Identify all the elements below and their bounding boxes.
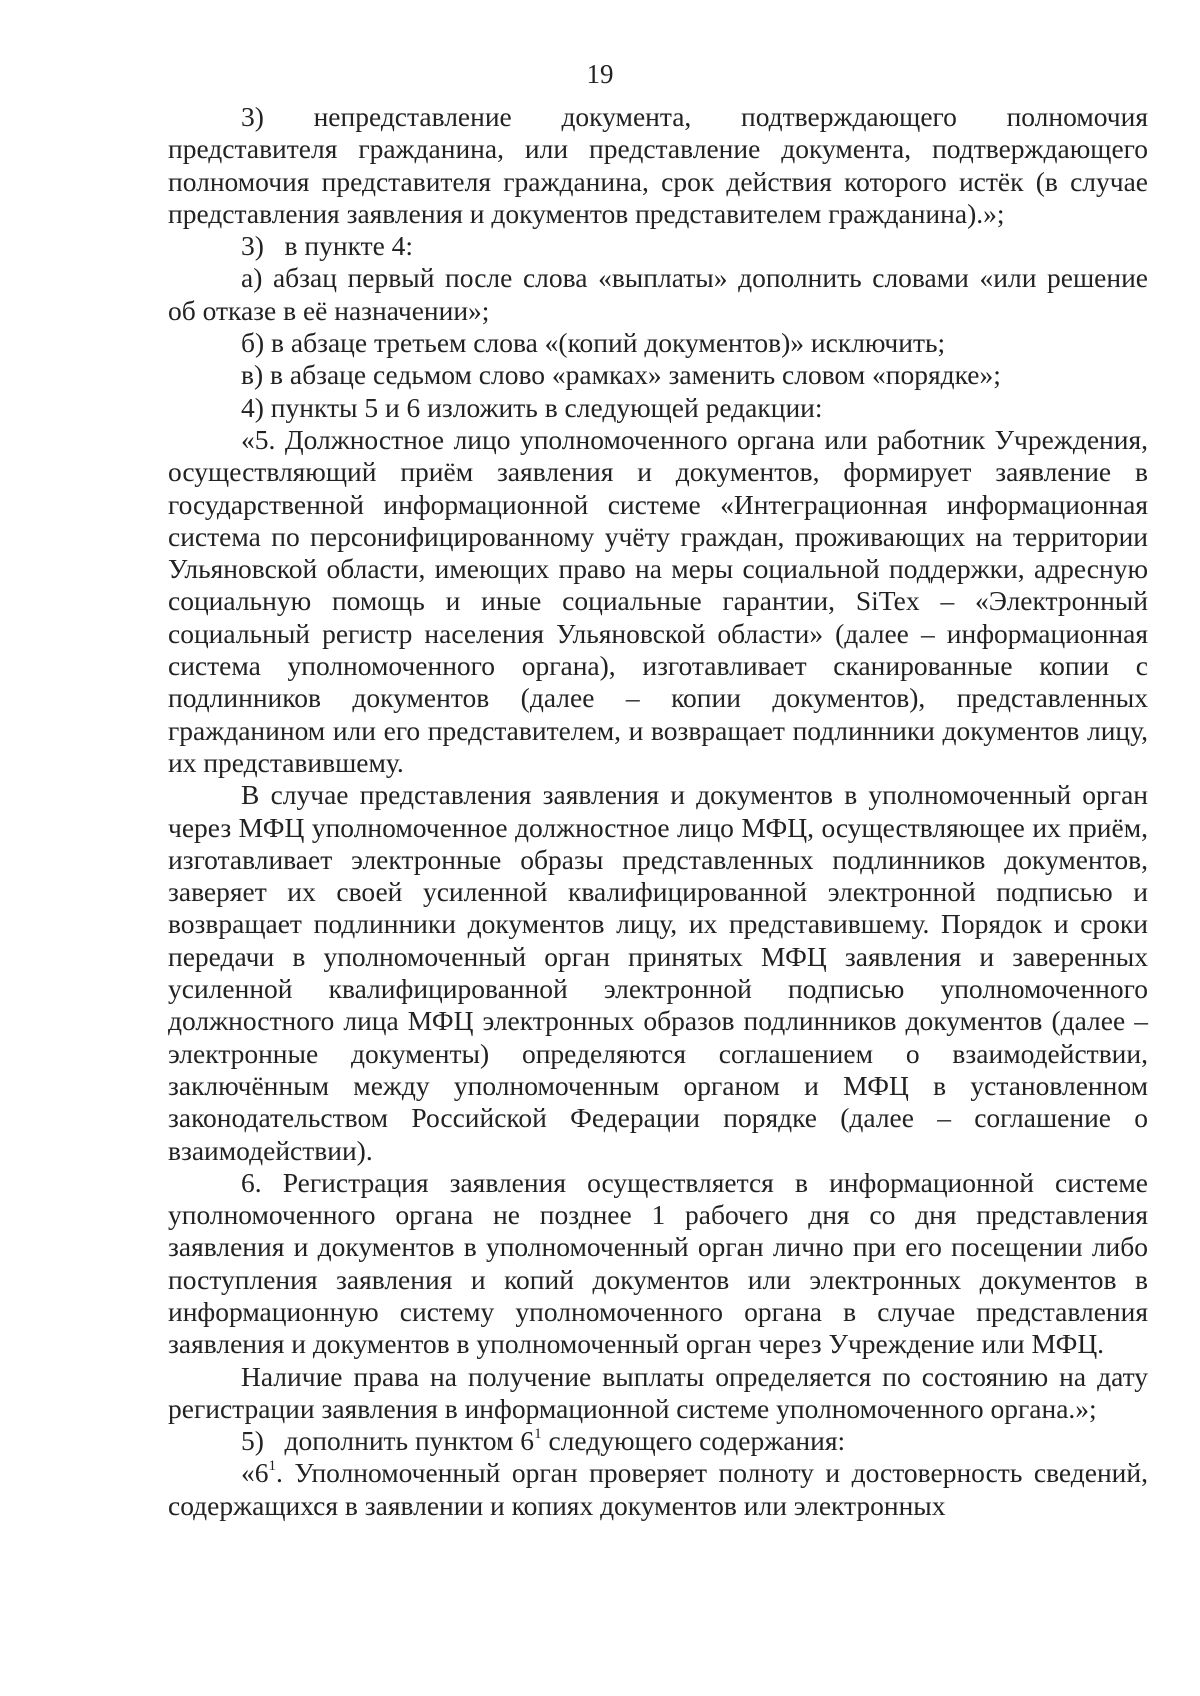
paragraph-subitem-b: б) в абзаце третьем слова «(копий документов)» исключить; — [241, 327, 946, 359]
paragraph-item-3-conditions: 3) непредставление документа, подтверждающего полномочия представителя гражданина, или представление документа, подтверждающего полномочия представителя гражданина, срок действия которого истёк (в случае представления заявления и документов представителем гражданина).»; — [168, 101, 1148, 229]
paragraph-subitem-a: а) абзац первый после слова «выплаты» дополнить словами «или решение об отказе в её назначении»; — [168, 262, 1148, 326]
paragraph-right-determination: Наличие права на получение выплаты определяется по состоянию на дату регистрации заявления в информационной системе уполномоченного органа.»; — [168, 1360, 1148, 1424]
paragraph-item-5 — [168, 1425, 1148, 1457]
paragraph-point-6-1 — [168, 1457, 1148, 1522]
paragraph-point-6: 6. Регистрация заявления осуществляется в информационной системе уполномоченного органа не позднее 1 рабочего дня со дня представления заявления и документов в уполномоченный орган лично при его посещении либо поступления заявления и копий документов или электронных документов в информационную систему уполномоченного органа в случае представления заявления и документов в уполномоченный орган через Учреждение или МФЦ. — [168, 1166, 1148, 1360]
paragraph-item-5-text-end: следующего содержания: — [541, 1425, 846, 1457]
document-body — [168, 101, 1148, 1522]
paragraph-point-6-1-number: «6 — [241, 1457, 269, 1489]
paragraph-point-5: «5. Должностное лицо уполномоченного органа или работник Учреждения, осуществляющий приём заявления и документов, формирует заявление в государственной информационной системе «Интеграционная информационная система по персонифицированному учёту граждан, проживающих на территории Ульяновской области, имеющих право на меры социальной поддержки, адресную социальную помощь и иные социальные гарантии, SiTex – «Электронный социальный регистр населения Ульяновской области» (далее – информационная система уполномоченного органа), изготавливает сканированные копии с подлинников документов (далее – копии документов), представленных гражданином или его представителем, и возвращает подлинники документов лицу, их представившему. — [168, 423, 1148, 778]
superscript: 1 — [534, 1426, 542, 1443]
page-number: 19 — [586, 59, 614, 89]
paragraph-amend-point-4: 3) в пункте 4: — [241, 230, 414, 262]
paragraph-subitem-v: в) в абзаце седьмом слово «рамках» заменить словом «порядке»; — [241, 359, 1001, 391]
superscript: 1 — [268, 1458, 276, 1475]
paragraph-item-5-text: 5) дополнить пунктом 6 — [241, 1425, 535, 1457]
paragraph-point-6-1-text: . Уполномоченный орган проверяет полноту и достоверность сведений, содержащихся в заявлении и копиях документов или электронных — [168, 1457, 1148, 1521]
paragraph-item-4: 4) пункты 5 и 6 изложить в следующей редакции: — [241, 391, 823, 423]
paragraph-mfc-procedure: В случае представления заявления и документов в уполномоченный орган через МФЦ уполномоченное должностное лицо МФЦ, осуществляющее их приём, изготавливает электронные образы представленных подлинников документов, заверяет их своей усиленной квалифицированной электронной подписью и возвращает подлинники документов лицу, их представившему. Порядок и сроки передачи в уполномоченный орган принятых МФЦ заявления и заверенных усиленной квалифицированной электронной подписью уполномоченного должностного лица МФЦ электронных образов подлинников документов (далее – электронные документы) определяются соглашением о взаимодействии, заключённым между уполномоченным органом и МФЦ в установленном законодательством Российской Федерации порядке (далее – соглашение о взаимодействии). — [168, 779, 1148, 1166]
